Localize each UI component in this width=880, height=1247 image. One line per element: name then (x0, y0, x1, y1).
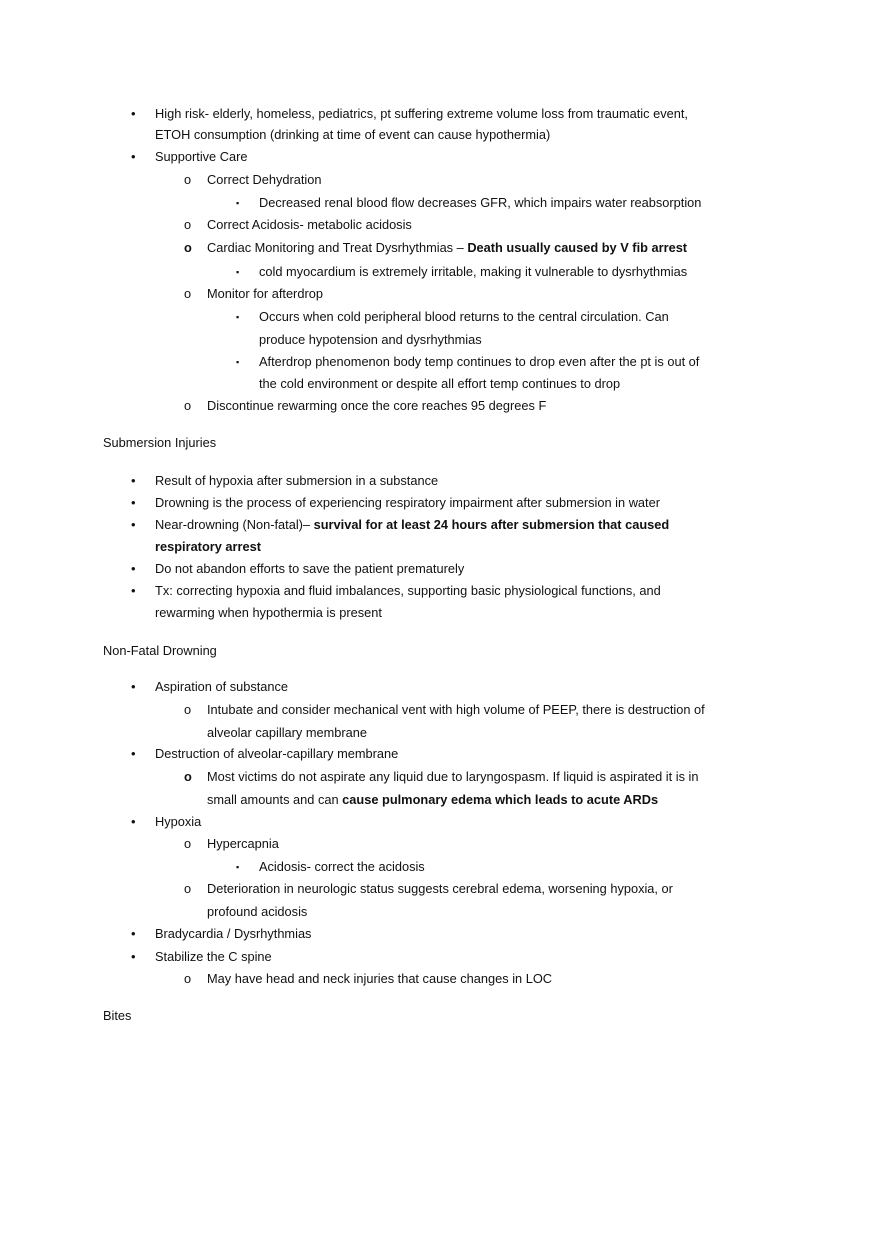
list-item-text (155, 106, 688, 122)
section-heading (103, 435, 216, 451)
list-item-text (155, 539, 261, 555)
list-item-text (155, 746, 398, 762)
bullet-icon: • (131, 926, 136, 941)
text-run: Correct Dehydration (207, 172, 322, 187)
bullet-icon: • (131, 746, 136, 761)
text-run: Hypercapnia (207, 836, 279, 851)
list-item-text (207, 702, 705, 718)
circle-bullet-icon: o (184, 881, 192, 896)
bold-text: Death usually caused by V fib arrest (467, 240, 688, 255)
circle-bullet-icon: o (184, 769, 192, 784)
text-run: High risk- elderly, homeless, pediatrics, pt suffering extreme volume loss from traumatic event, (155, 106, 688, 121)
text-run: Do not abandon efforts to save the patient prematurely (155, 561, 465, 576)
text-run: Drowning is the process of experiencing respiratory impairment after submersion in water (155, 495, 660, 510)
list-item-text (155, 949, 272, 965)
list-item-text (259, 332, 482, 348)
list-item-text (155, 127, 550, 143)
text-run: Bites (103, 1008, 132, 1023)
list-item-text (207, 904, 307, 920)
bold-text: respiratory arrest (155, 539, 261, 554)
list-item-text (207, 398, 546, 414)
list-item-text (207, 240, 687, 256)
list-item-text (207, 286, 323, 302)
text-run: rewarming when hypothermia is present (155, 605, 382, 620)
bullet-icon: • (131, 149, 136, 164)
bullet-icon: • (131, 949, 136, 964)
text-run: Afterdrop phenomenon body temp continues to drop even after the pt is out of (259, 354, 700, 369)
bullet-icon: • (131, 473, 136, 488)
list-item-text (259, 354, 699, 370)
text-run: cold myocardium is extremely irritable, making it vulnerable to dysrhythmias (259, 264, 688, 279)
bold-text: cause pulmonary edema which leads to acute ARDs (342, 792, 659, 807)
bullet-icon: • (131, 495, 136, 510)
text-run: profound acidosis (207, 904, 308, 919)
text-run: ETOH consumption (drinking at time of event can cause hypothermia) (155, 127, 551, 142)
bullet-icon: • (131, 106, 136, 121)
list-item-text (207, 836, 279, 852)
text-run: Discontinue rewarming once the core reaches 95 degrees F (207, 398, 547, 413)
list-item-text (259, 195, 701, 211)
text-run: Occurs when cold peripheral blood returns to the central circulation. Can (259, 309, 669, 324)
bullet-icon: • (131, 814, 136, 829)
list-item-text (155, 814, 201, 830)
list-item-text (155, 583, 661, 599)
text-run: Correct Acidosis- metabolic acidosis (207, 217, 412, 232)
text-run: Near-drowning (Non-fatal)– (155, 517, 314, 532)
bullet-icon: • (131, 561, 136, 576)
text-run: Hypoxia (155, 814, 202, 829)
list-item-text (155, 926, 311, 942)
bullet-icon: • (131, 583, 136, 598)
text-run: Cardiac Monitoring and Treat Dysrhythmias – (207, 240, 468, 255)
square-bullet-icon: ▪ (236, 312, 240, 322)
list-item-text (207, 792, 658, 808)
text-run: Bradycardia / Dysrhythmias (155, 926, 312, 941)
text-run: Acidosis- correct the acidosis (259, 859, 425, 874)
circle-bullet-icon: o (184, 836, 192, 851)
text-run: Decreased renal blood flow decreases GFR, which impairs water reabsorption (259, 195, 702, 210)
list-item-text (259, 309, 669, 325)
list-item-text (207, 971, 552, 987)
text-run: Supportive Care (155, 149, 248, 164)
list-item-text (207, 217, 412, 233)
circle-bullet-icon: o (184, 240, 192, 255)
text-run: Tx: correcting hypoxia and fluid imbalances, supporting basic physiological functions, and (155, 583, 661, 598)
text-run: Result of hypoxia after submersion in a substance (155, 473, 439, 488)
section-heading (103, 643, 217, 659)
square-bullet-icon: ▪ (236, 198, 240, 208)
list-item-text (155, 561, 464, 577)
list-item-text (259, 859, 425, 875)
text-run: Submersion Injuries (103, 435, 217, 450)
list-item-text (155, 495, 660, 511)
list-item-text (207, 881, 673, 897)
list-item-text (155, 473, 438, 489)
square-bullet-icon: ▪ (236, 862, 240, 872)
circle-bullet-icon: o (184, 398, 192, 413)
text-run: produce hypotension and dysrhythmias (259, 332, 482, 347)
square-bullet-icon: ▪ (236, 267, 240, 277)
list-item-text (259, 264, 687, 280)
list-item-text (155, 517, 669, 533)
circle-bullet-icon: o (184, 286, 192, 301)
list-item-text (259, 376, 620, 392)
list-item-text (155, 679, 288, 695)
circle-bullet-icon: o (184, 971, 192, 986)
bullet-icon: • (131, 517, 136, 532)
circle-bullet-icon: o (184, 172, 192, 187)
text-run: Destruction of alveolar-capillary membrane (155, 746, 399, 761)
list-item-text (207, 172, 322, 188)
bold-text: survival for at least 24 hours after submersion that caused (313, 517, 670, 532)
section-heading (103, 1008, 131, 1024)
text-run: small amounts and can (207, 792, 343, 807)
bullet-icon: • (131, 679, 136, 694)
circle-bullet-icon: o (184, 702, 192, 717)
square-bullet-icon: ▪ (236, 357, 240, 367)
circle-bullet-icon: o (184, 217, 192, 232)
list-item-text (207, 725, 367, 741)
list-item-text (155, 605, 382, 621)
text-run: Deterioration in neurologic status suggests cerebral edema, worsening hypoxia, or (207, 881, 673, 896)
text-run: Intubate and consider mechanical vent with high volume of PEEP, there is destruction of (207, 702, 705, 717)
text-run: Monitor for afterdrop (207, 286, 323, 301)
text-run: alveolar capillary membrane (207, 725, 368, 740)
list-item-text (207, 769, 699, 785)
text-run: May have head and neck injuries that cause changes in LOC (207, 971, 553, 986)
text-run: Stabilize the C spine (155, 949, 272, 964)
text-run: the cold environment or despite all effort temp continues to drop (259, 376, 621, 391)
list-item-text (155, 149, 247, 165)
text-run: Most victims do not aspirate any liquid due to laryngospasm. If liquid is aspirated it is in (207, 769, 699, 784)
text-run: Non-Fatal Drowning (103, 643, 217, 658)
text-run: Aspiration of substance (155, 679, 289, 694)
